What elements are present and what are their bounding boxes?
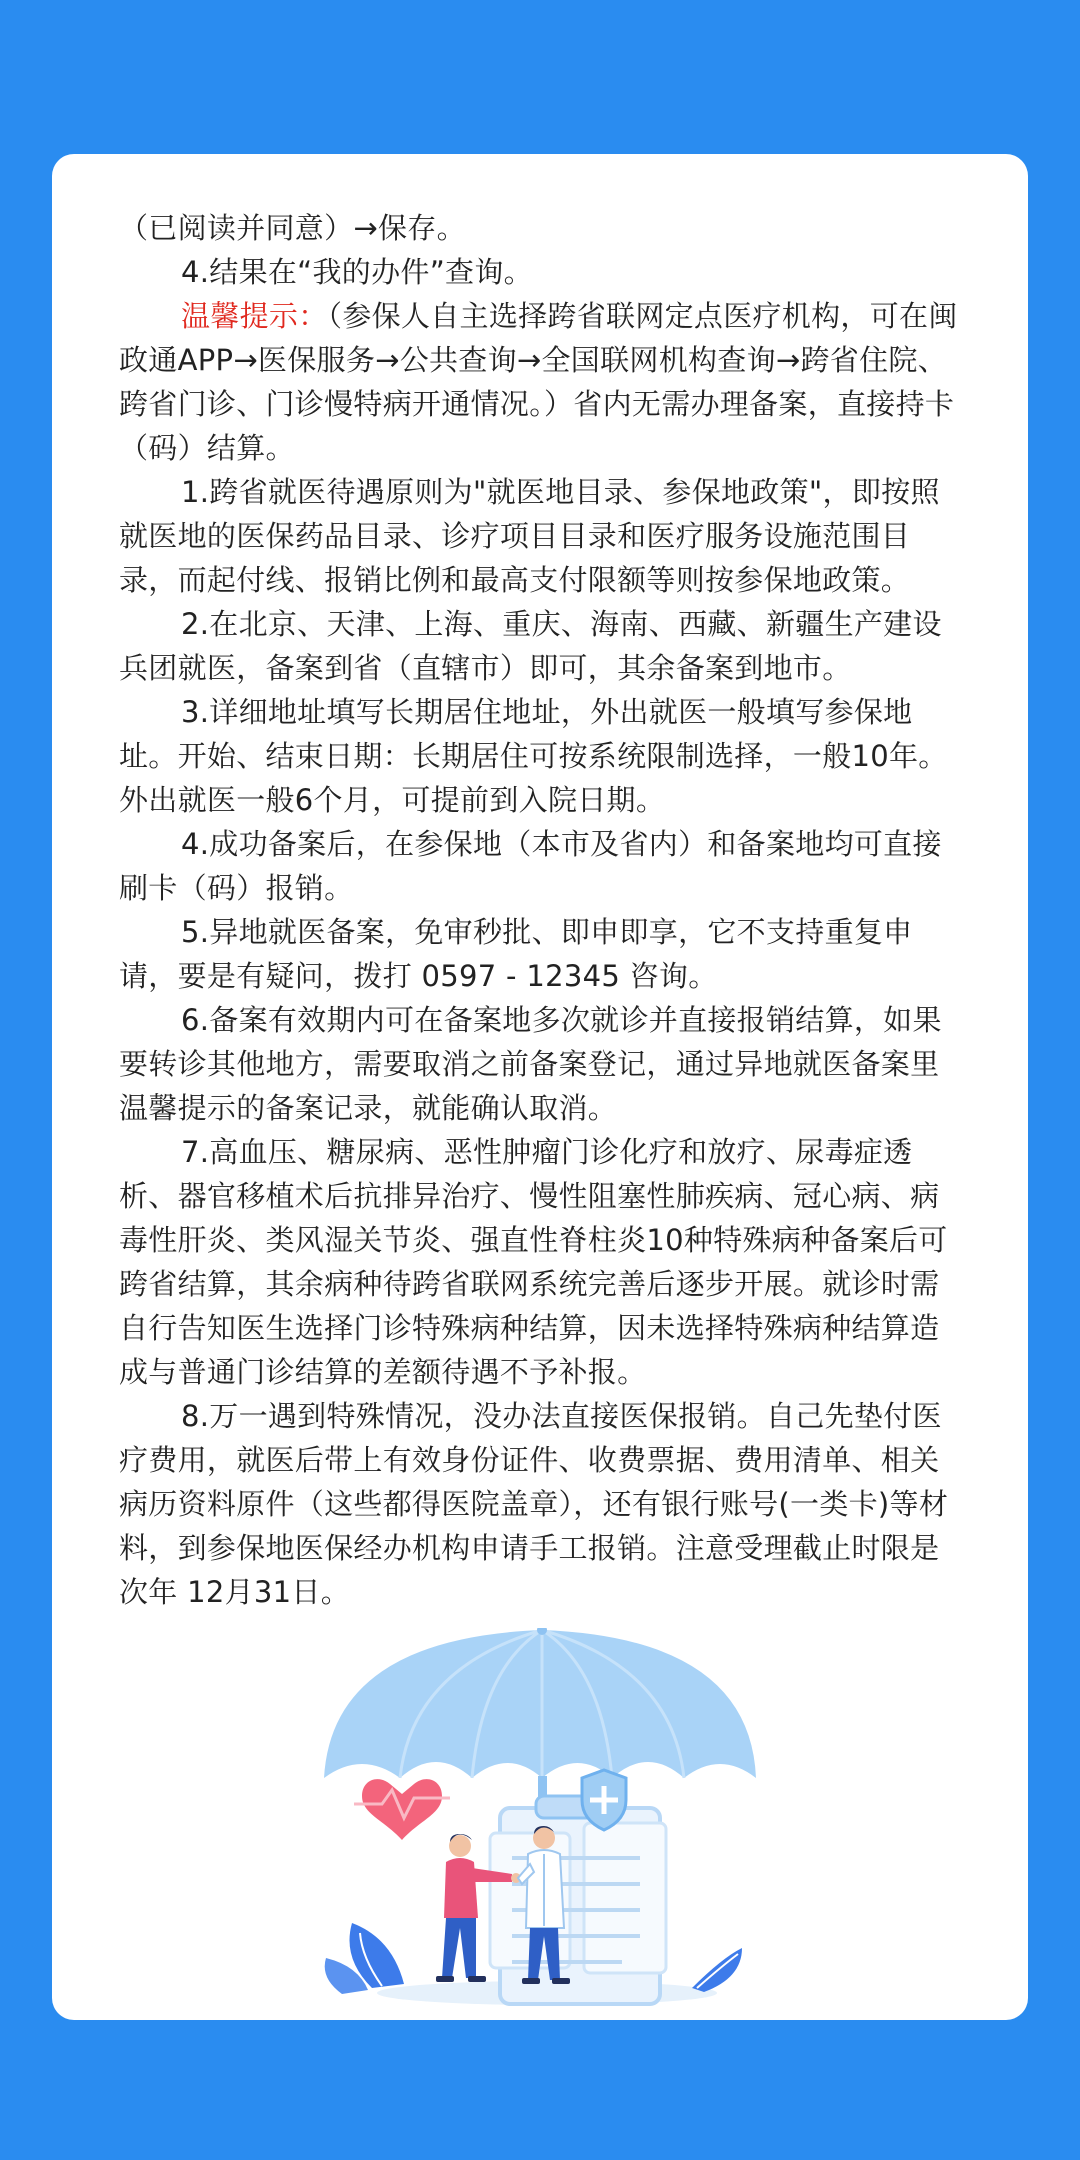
medical-insurance-illustration xyxy=(322,1628,758,2008)
shield-plus-icon xyxy=(582,1770,626,1830)
paragraph-item-1: 1.跨省就医待遇原则为"就医地目录、参保地政策"，即按照就医地的医保药品目录、诊疗项目目录和医疗服务设施范围目录，而起付线、报销比例和最高支付限额等则按参保地政策。 xyxy=(119,475,940,597)
paragraph-item-6: 6.备案有效期内可在备案地多次就诊并直接报销结算，如果要转诊其他地方，需要取消之前备案登记，通过异地就医备案里温馨提示的备案记录，就能确认取消。 xyxy=(119,1003,942,1125)
heart-pulse-icon xyxy=(354,1779,450,1840)
warm-tip-text: （参保人自主选择跨省联网定点医疗机构，可在闽政通APP→医保服务→公共查询→全国联网机构查询→跨省住院、跨省门诊、门诊慢特病开通情况。）省内无需办理备案，直接持卡（码）结算。 xyxy=(119,299,958,465)
paragraph-item-2: 2.在北京、天津、上海、重庆、海南、西藏、新疆生产建设兵团就医，备案到省（直辖市）即可，其余备案到地市。 xyxy=(119,607,942,685)
warm-tip-label: 温馨提示： xyxy=(181,299,328,333)
paragraph-item-3: 3.详细地址填写长期居住地址，外出就医一般填写参保地址。开始、结束日期：长期居住可按系统限制选择，一般10年。外出就医一般6个月，可提前到入院日期。 xyxy=(119,695,948,817)
content-card xyxy=(52,154,1028,2020)
paragraph-item-4: 4.成功备案后，在参保地（本市及省内）和备案地均可直接刷卡（码）报销。 xyxy=(119,827,942,905)
paragraph-item-8: 8.万一遇到特殊情况，没办法直接医保报销。自己先垫付医疗费用，就医后带上有效身份证件、收费票据、费用清单、相关病历资料原件（这些都得医院盖章），还有银行账号(一类卡)等材料，到参保地医保经办机构申请手工报销。注意受理截止时限是次年 12月31日。 xyxy=(119,1399,949,1609)
paragraph-item-5: 5.异地就医备案，免审秒批、即申即享，它不支持重复申请，要是有疑问，拨打 0597 - 12345 咨询。 xyxy=(119,915,913,993)
paragraph-warm-tip xyxy=(119,294,964,470)
paragraph-item-7: 7.高血压、糖尿病、恶性肿瘤门诊化疗和放疗、尿毒症透析、器官移植术后抗排异治疗、慢性阻塞性肺疾病、冠心病、病毒性肝炎、类风湿关节炎、强直性脊柱炎10种特殊病种备案后可跨省结算，其余病种待跨省联网系统完善后逐步开展。就诊时需自行告知医生选择门诊特殊病种结算，因未选择特殊病种结算造成与普通门诊结算的差额待遇不予补报。 xyxy=(119,1135,948,1389)
clipboard-icon xyxy=(490,1796,666,2004)
paragraph-save-step: （已阅读并同意）→保存。 xyxy=(119,211,466,245)
paragraph-result-step: 4.结果在“我的办件”查询。 xyxy=(181,255,533,289)
article-body xyxy=(119,206,964,1614)
